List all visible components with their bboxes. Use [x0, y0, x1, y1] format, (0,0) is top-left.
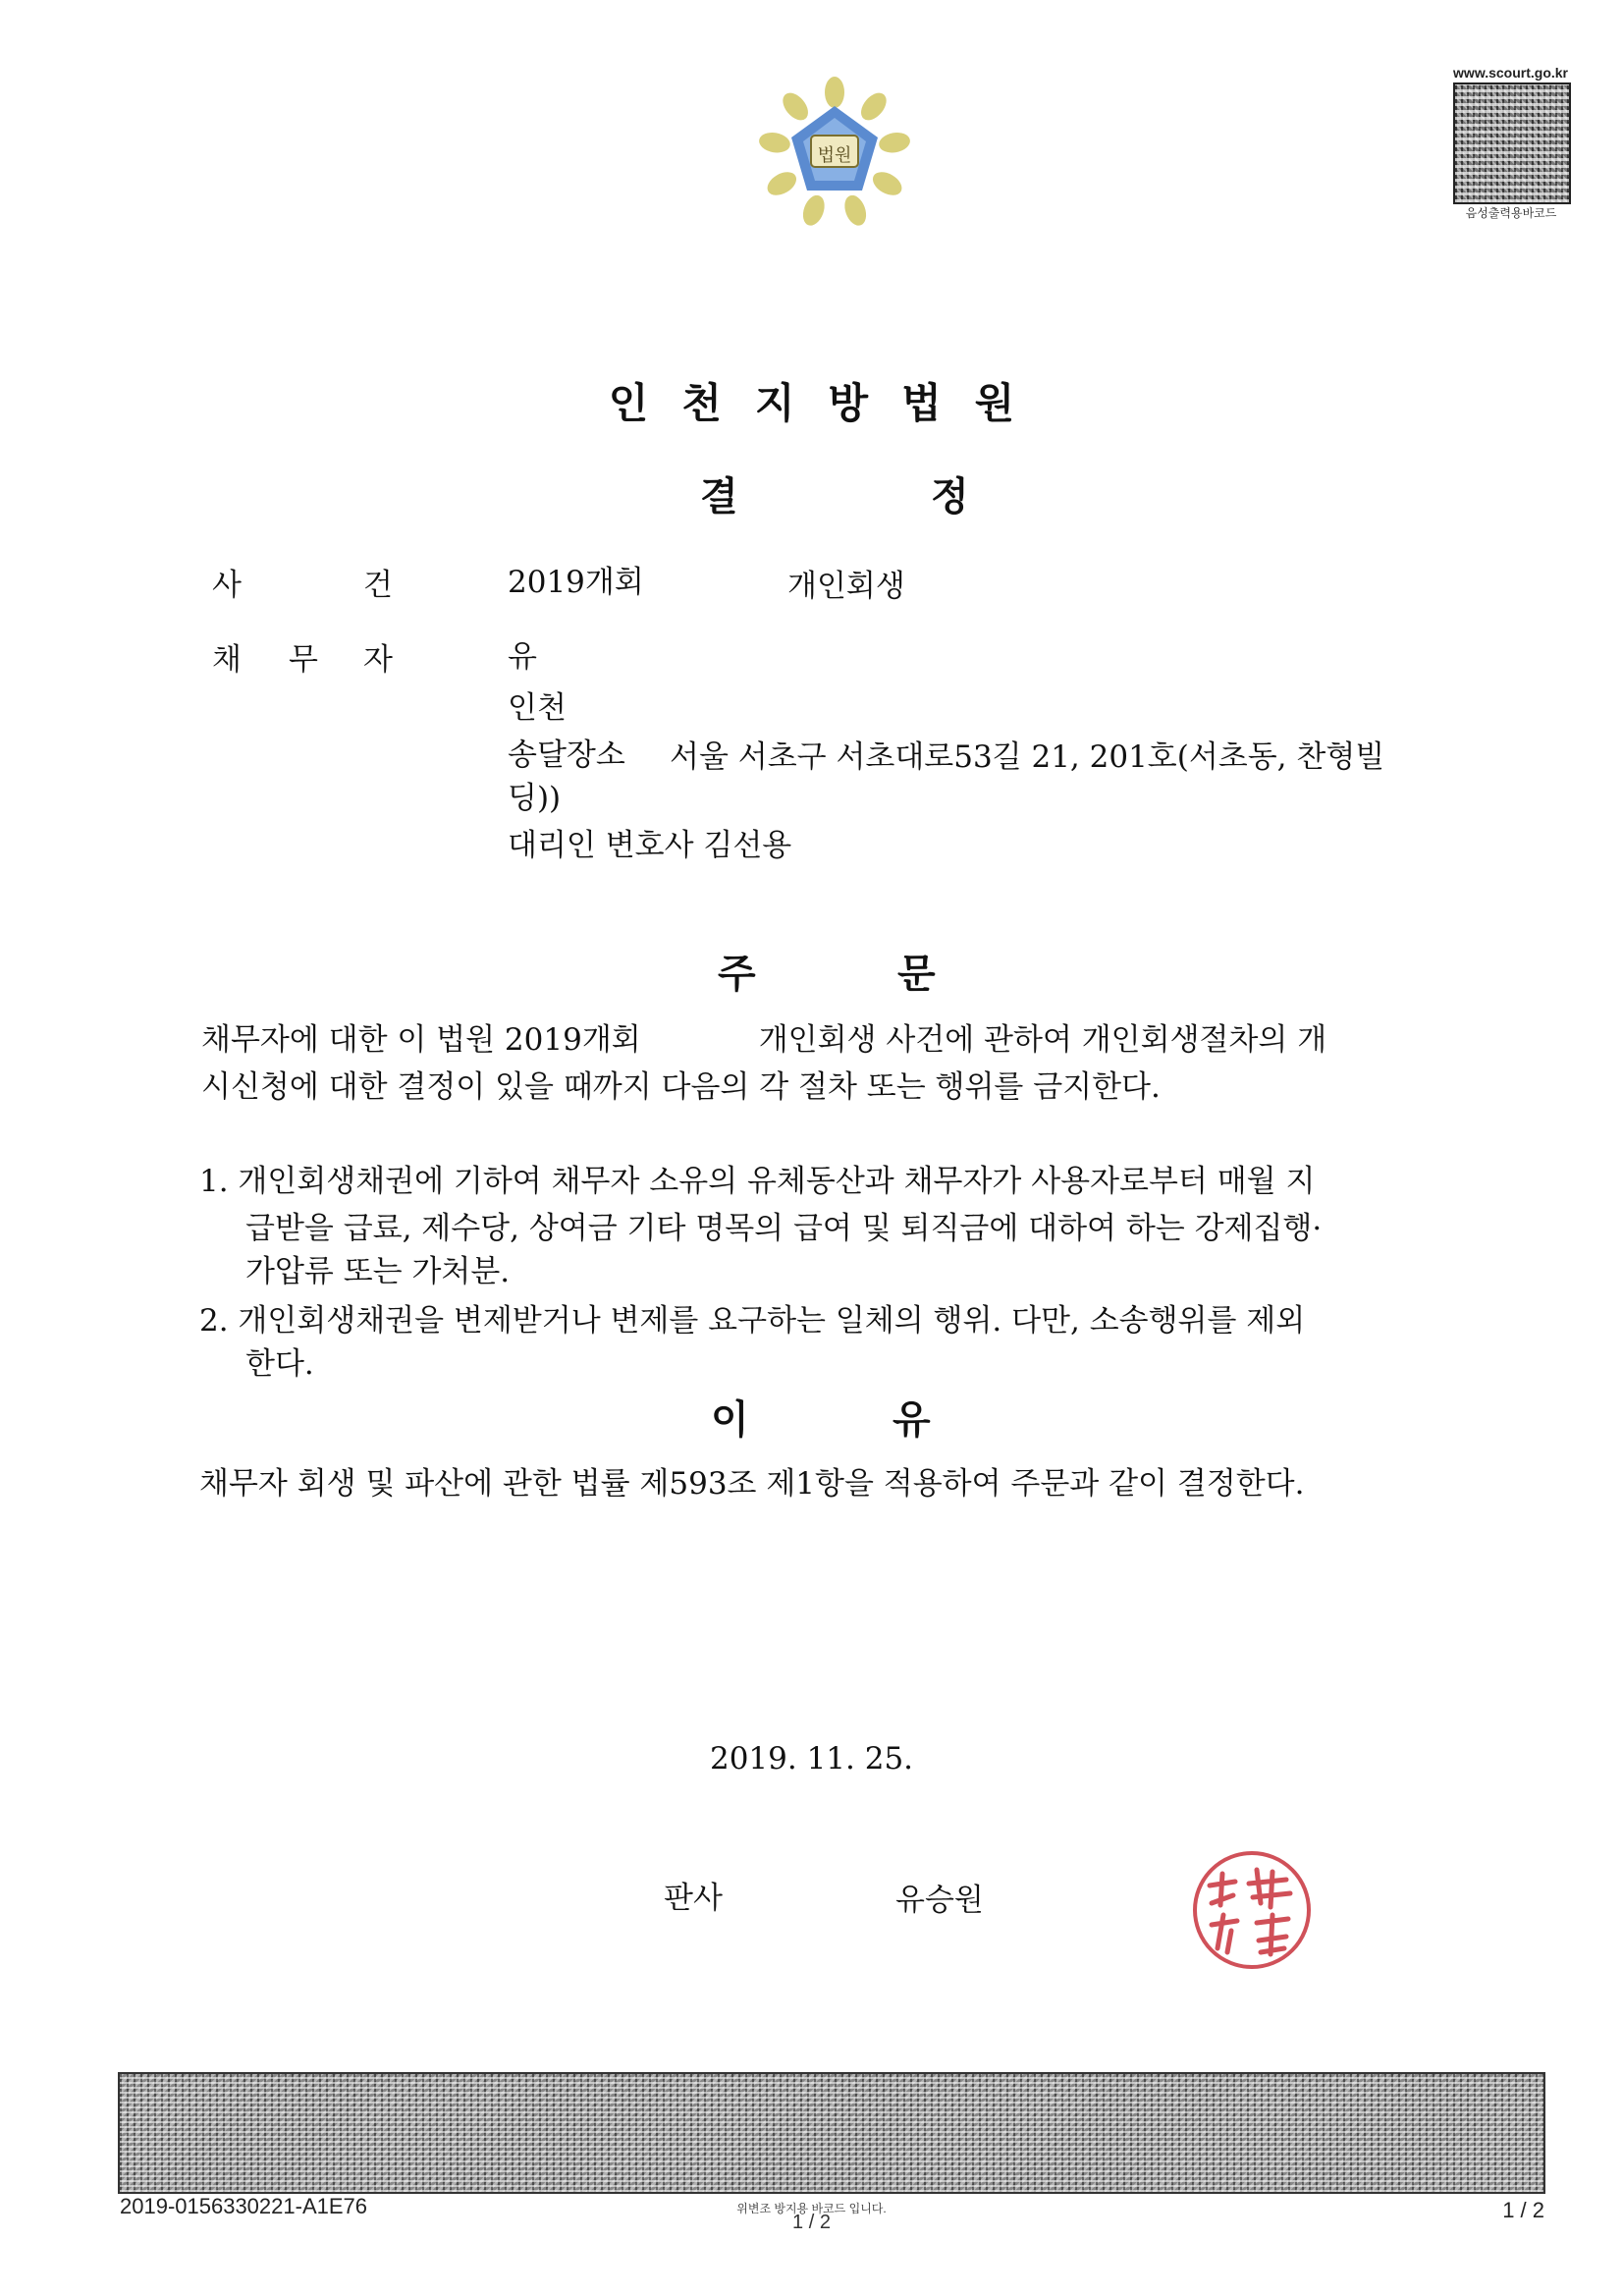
debtor-name: 유 [508, 639, 537, 675]
document-title-part-2: 정 [931, 474, 969, 519]
order-text-line-1-start: 채무자에 대한 이 법원 2019개회 [201, 1022, 641, 1058]
order-item-1-line-1: 1. 개인회생채권에 기하여 채무자 소유의 유체동산과 채무자가 사용자로부터 매월 지 [199, 1164, 1316, 1199]
page-number-right: 1 / 2 [1502, 2198, 1544, 2222]
order-item-2-line-2: 한다. [245, 1346, 314, 1382]
debtor-label-part-3: 자 [363, 642, 393, 678]
debtor-label-part-2: 무 [289, 642, 318, 678]
document-code: 2019-0156330221-A1E76 [120, 2194, 368, 2218]
debtor-label-part-1: 채 [212, 642, 242, 678]
reason-heading-part-1: 이 [711, 1397, 749, 1443]
court-name: 인천지방법원 [608, 379, 1049, 427]
case-label-part-1: 사 [212, 568, 242, 603]
case-type: 개인회생 [787, 569, 905, 604]
judge-seal-icon [1188, 1846, 1316, 1974]
qr-url-label: www.scourt.go.kr [1453, 65, 1568, 81]
service-place-address-continued: 딩)) [508, 781, 562, 816]
qr-caption: 음성출력용바코드 [1465, 206, 1557, 220]
attorney: 대리인 변호사 김선용 [508, 828, 792, 863]
judge-name: 유승원 [895, 1883, 984, 1918]
order-item-1-line-3: 가압류 또는 가처분. [245, 1254, 511, 1289]
emblem-text: 법원 [817, 145, 852, 166]
order-heading-part-2: 문 [897, 952, 936, 997]
order-item-2-line-1: 2. 개인회생채권을 변제받거나 변제를 요구하는 일체의 행위. 다만, 소송행위를 제외 [199, 1303, 1306, 1339]
order-heading-part-1: 주 [718, 952, 756, 997]
reason-heading-part-2: 유 [893, 1397, 931, 1443]
voice-output-barcode [1453, 82, 1571, 204]
order-text-line-1-end: 개인회생 사건에 관하여 개인회생절차의 개 [758, 1022, 1327, 1058]
order-text-line-1 [201, 1017, 1448, 1063]
page-number-center: 1 / 2 [792, 2212, 831, 2233]
service-place-label: 송달장소 [508, 738, 625, 773]
anti-forgery-barcode [118, 2072, 1545, 2194]
court-emblem-icon [756, 75, 913, 232]
case-number: 2019개회 [508, 565, 644, 600]
reason-text: 채무자 회생 및 파산에 관한 법률 제593조 제1항을 적용하여 주문과 같이 결정한다. [199, 1466, 1305, 1502]
service-place-address: 서울 서초구 서초대로53길 21, 201호(서초동, 찬형빌 [670, 739, 1385, 775]
document-title-part-1: 결 [700, 474, 738, 519]
order-item-1-line-2: 급받을 급료, 제수당, 상여금 기타 명목의 급여 및 퇴직금에 대하여 하는 강제집행· [245, 1211, 1323, 1246]
decision-date: 2019. 11. 25. [709, 1741, 914, 1777]
case-label-part-2: 건 [363, 568, 393, 603]
judge-title: 판사 [664, 1881, 723, 1916]
barcode-note: 위변조 방지용 바코드 입니다. [736, 2202, 887, 2215]
debtor-address: 인천 [508, 690, 567, 726]
order-text-line-2: 시신청에 대한 결정이 있을 때까지 다음의 각 절차 또는 행위를 금지한다. [201, 1069, 1161, 1105]
